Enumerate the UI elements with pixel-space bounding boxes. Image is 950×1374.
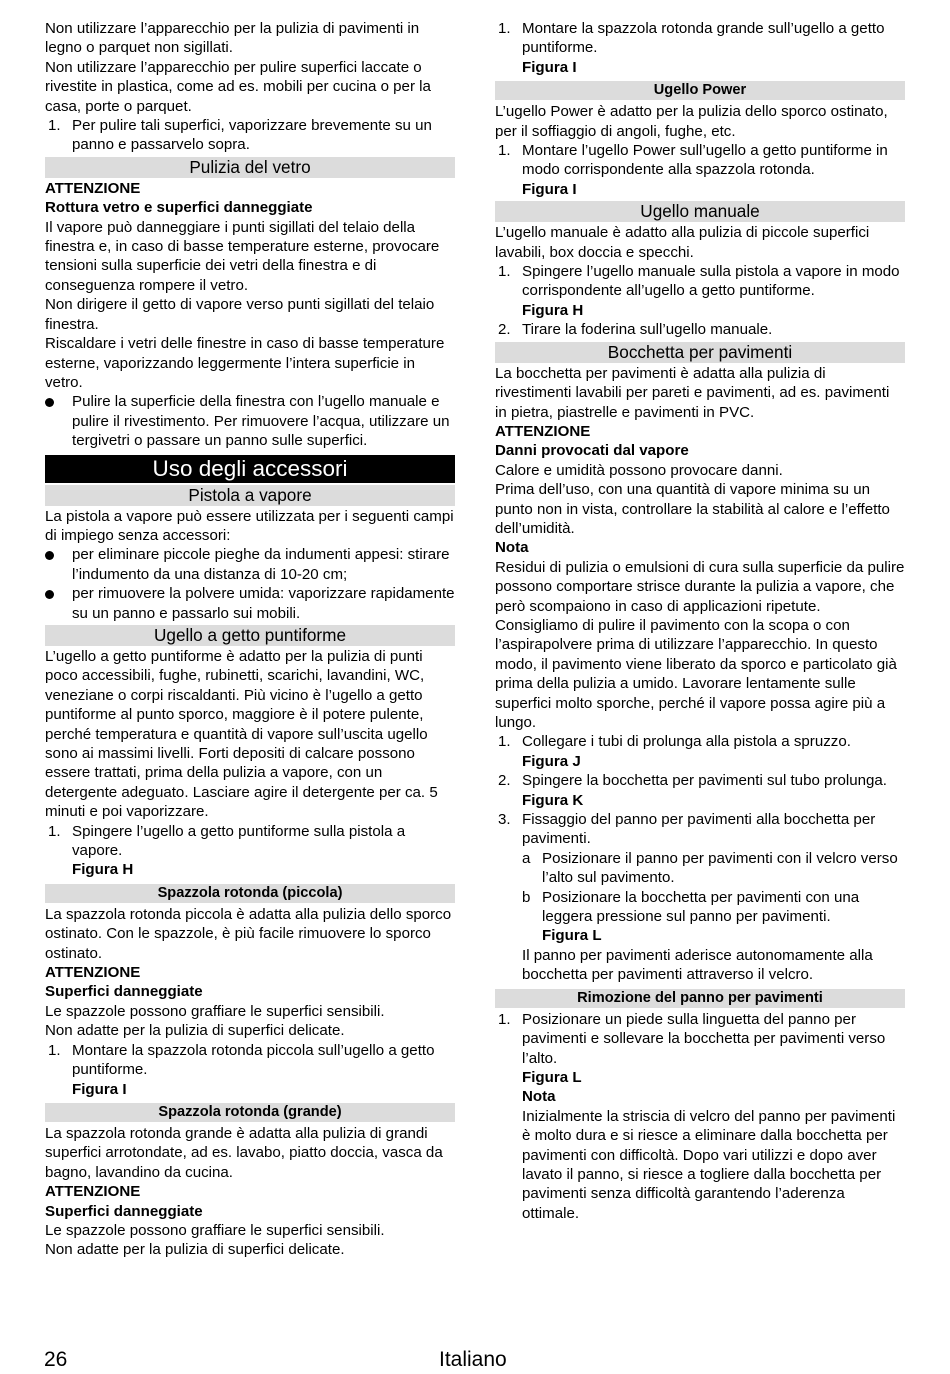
- list-item: [45, 822, 455, 861]
- bullet-text: per rimuovere la polvere umida: vaporizzare rapidamente su un panno e passarlo sui mobili.: [72, 585, 455, 622]
- attention-title: Superfici danneggiate: [45, 983, 203, 1001]
- figure-reference: Figura I: [72, 1080, 127, 1098]
- figure-reference: Figura K: [522, 791, 584, 809]
- bullet-text: per eliminare piccole pieghe da indumenti appesi: stirare l’indumento da una distanza di 10-20 cm;: [72, 546, 450, 583]
- list-text: Spingere l’ugello manuale sulla pistola a vapore in modo corrispondente all’ugello a getto puntiforme.: [522, 263, 900, 300]
- list-item: [495, 810, 905, 849]
- figure-reference: Figura L: [542, 927, 602, 945]
- list-number: 1.: [48, 822, 61, 840]
- paragraph: L’ugello a getto puntiforme è adatto per la pulizia di punti poco accessibili, fughe, rubinetti, scarichi, lavandini, WC, veneziane o corpi riscaldanti. Più vicino è l’ugello a getto puntiforme al punto sporco, maggiore è il potere pulente, perché temperatura e quantità di vapore sull’uscita ugello sono ai massimi livelli. Forti depositi di calcare possono essere trattati, prima della pulizia a vapore, con un detergente adeguato. Lasciare agire il detergente per ca. 5 minuti e poi vaporizzare.: [45, 647, 438, 821]
- right-column: [495, 19, 905, 1223]
- attention-title: Superfici danneggiate: [45, 1202, 203, 1220]
- paragraph: Non adatte per la pulizia di superfici delicate.: [45, 1022, 345, 1040]
- list-item: [495, 141, 905, 180]
- figure-reference: Figura I: [522, 58, 577, 76]
- bullet-icon: [45, 590, 54, 599]
- list-item: [495, 320, 905, 339]
- section-heading: Pistola a vapore: [45, 485, 455, 506]
- paragraph: L’ugello manuale è adatto alla pulizia di piccole superfici lavabili, box doccia e specchi.: [495, 224, 870, 261]
- bullet-item: [45, 392, 455, 450]
- paragraph: Le spazzole possono graffiare le superfici sensibili.: [45, 1002, 385, 1020]
- paragraph: Residui di pulizia o emulsioni di cura sulla superficie da pulire possono comportare strisce durante la pulizia a vapore, che però scompaiono in caso di applicazioni ripetute.: [495, 558, 905, 615]
- paragraph: Prima dell’uso, con una quantità di vapore minima su un punto non in vista, controllare la stabilità al calore e l’effetto dell’umidità.: [495, 481, 890, 537]
- paragraph: Riscaldare i vetri delle finestre in caso di basse temperature esterne, vaporizzando leggermente l’intera superficie in vetro.: [45, 335, 445, 391]
- list-text: Tirare la foderina sull’ugello manuale.: [522, 321, 773, 339]
- list-item: [495, 262, 905, 301]
- list-text: Montare la spazzola rotonda grande sull’ugello a getto puntiforme.: [522, 20, 885, 57]
- list-number: 2.: [498, 321, 511, 339]
- bullet-item: [45, 545, 455, 584]
- bullet-text: Pulire la superficie della finestra con l’ugello manuale e pulire il rivestimento. Per rimuovere l’acqua, utilizzare un tergivetri o passare un panno sulle superfici.: [72, 393, 450, 450]
- list-text: Per pulire tali superfici, vaporizzare brevemente su un panno e passarvelo sopra.: [72, 117, 432, 154]
- sub-list-item: [495, 849, 905, 888]
- note-label: Nota: [495, 539, 529, 557]
- chapter-heading: Uso degli accessori: [45, 455, 455, 483]
- paragraph: La spazzola rotonda piccola è adatta alla pulizia dello sporco ostinato. Con le spazzole, è più facile rimuovere lo sporco ostinato.: [45, 905, 452, 962]
- attention-title: Danni provocati dal vapore: [495, 442, 689, 460]
- list-number: 2.: [498, 772, 511, 790]
- paragraph: La spazzola rotonda grande è adatta alla pulizia di grandi superfici arrotondate, ad es. lavabo, piatto doccia, vasca da bagno, lavandino da cucina.: [45, 1124, 443, 1181]
- list-number: 1.: [48, 117, 61, 135]
- paragraph: Non dirigere il getto di vapore verso punti sigillati del telaio finestra.: [45, 296, 435, 333]
- list-text: Fissaggio del panno per pavimenti alla bocchetta per pavimenti.: [522, 811, 876, 848]
- figure-reference: Figura J: [522, 752, 581, 770]
- paragraph: Il vapore può danneggiare i punti sigillati del telaio della finestra e, in caso di basse temperature esterne, provocare tensioni sulla superficie dei vetri della finestra e di conseguenza rompere il vetro.: [45, 218, 440, 294]
- paragraph: L’ugello Power è adatto per la pulizia dello sporco ostinato, per il soffiaggio di angoli, fughe, etc.: [495, 103, 888, 140]
- figure-reference: Figura I: [522, 180, 577, 198]
- subsection-heading: Spazzola rotonda (grande): [45, 1103, 455, 1122]
- list-text: Posizionare il panno per pavimenti con il velcro verso l’alto sul pavimento.: [542, 849, 898, 887]
- paragraph: La bocchetta per pavimenti è adatta alla pulizia di rivestimenti lavabili per pareti e pavimenti, ad es. pavimenti in pietra, piastrelle e pavimenti in PVC.: [495, 364, 890, 421]
- list-number: 1.: [498, 263, 511, 281]
- list-item: [495, 1010, 905, 1068]
- attention-label: ATTENZIONE: [45, 964, 141, 982]
- section-heading: Pulizia del vetro: [45, 157, 455, 178]
- list-number: 1.: [498, 142, 511, 160]
- attention-title: Rottura vetro e superfici danneggiate: [45, 199, 313, 217]
- figure-reference: Figura L: [522, 1068, 582, 1086]
- sub-list-letter: a: [522, 849, 531, 867]
- subsection-heading: Spazzola rotonda (piccola): [45, 884, 455, 903]
- list-item: [45, 116, 455, 155]
- list-text: Posizionare la bocchetta per pavimenti con una leggera pressione sul panno per pavimenti.: [542, 888, 860, 926]
- subsection-heading: Rimozione del panno per pavimenti: [495, 989, 905, 1008]
- page-number: 26: [44, 1348, 68, 1371]
- figure-reference: Figura H: [522, 301, 584, 319]
- paragraph: Non utilizzare l’apparecchio per la pulizia di pavimenti in legno o parquet non sigillati.: [45, 20, 420, 57]
- paragraph: Non utilizzare l’apparecchio per pulire superfici laccate o rivestite in plastica, come ad es. mobili per cucina o per la casa, porte o parquet.: [45, 58, 431, 115]
- list-item: [45, 1041, 455, 1080]
- section-heading: Bocchetta per pavimenti: [495, 342, 905, 363]
- list-number: 1.: [48, 1041, 61, 1059]
- note-label: Nota: [522, 1088, 556, 1106]
- list-text: Montare l’ugello Power sull’ugello a getto puntiforme in modo corrispondente alla spazzola rotonda.: [522, 142, 888, 179]
- list-number: 3.: [498, 811, 511, 829]
- paragraph: Inizialmente la striscia di velcro del panno per pavimenti è molto dura e si riesce a eliminare dalla bocchetta per pavimenti con difficoltà. Dopo vari utilizzi e dopo aver lavato il panno, si riesce a togliere dalla bocchetta per pavimenti senza difficoltà garantendo l’aderenza ottimale.: [522, 1107, 896, 1222]
- section-heading: Ugello a getto puntiforme: [45, 625, 455, 646]
- bullet-item: [45, 584, 455, 623]
- bullet-icon: [45, 551, 54, 560]
- list-text: Spingere l’ugello a getto puntiforme sulla pistola a vapore.: [72, 822, 406, 860]
- sub-list-item: [495, 888, 905, 927]
- attention-label: ATTENZIONE: [45, 179, 141, 197]
- bullet-icon: [45, 398, 54, 407]
- list-number: 1.: [498, 733, 511, 751]
- list-item: [495, 732, 905, 751]
- paragraph: Consigliamo di pulire il pavimento con la scopa o con l’aspirapolvere prima di utilizzare l’apparecchio. In questo modo, il pavimento viene liberato da sporco e particolato già prima della pulizia a umido. Lavorare lentamente sulle superfici molto sporche, perché il vapore possa agire più a lungo.: [495, 616, 897, 731]
- list-text: Collegare i tubi di prolunga alla pistola a spruzzo.: [522, 733, 851, 751]
- figure-reference: Figura H: [72, 861, 134, 879]
- left-column: [45, 19, 455, 1260]
- subsection-heading: Ugello Power: [495, 81, 905, 100]
- sub-list-letter: b: [522, 888, 531, 906]
- list-number: 1.: [498, 20, 511, 37]
- attention-label: ATTENZIONE: [45, 1183, 141, 1201]
- section-heading: Ugello manuale: [495, 201, 905, 222]
- paragraph: Le spazzole possono graffiare le superfici sensibili.: [45, 1221, 385, 1239]
- list-text: Montare la spazzola rotonda piccola sull’ugello a getto puntiforme.: [72, 1041, 435, 1079]
- page-language: Italiano: [439, 1348, 507, 1371]
- paragraph: La pistola a vapore può essere utilizzata per i seguenti campi di impiego senza accessori:: [45, 507, 454, 544]
- list-item: [495, 19, 905, 58]
- list-item: [495, 771, 905, 790]
- list-number: 1.: [498, 1010, 511, 1028]
- paragraph: Calore e umidità possono provocare danni.: [495, 461, 783, 479]
- paragraph: Il panno per pavimenti aderisce autonomamente alla bocchetta per pavimenti attraverso il velcro.: [522, 946, 873, 984]
- list-text: Spingere la bocchetta per pavimenti sul tubo prolunga.: [522, 772, 887, 790]
- paragraph: Non adatte per la pulizia di superfici delicate.: [45, 1241, 345, 1259]
- list-text: Posizionare un piede sulla linguetta del panno per pavimenti e sollevare la bocchetta per pavimenti verso l’alto.: [522, 1010, 886, 1067]
- attention-label: ATTENZIONE: [495, 422, 591, 440]
